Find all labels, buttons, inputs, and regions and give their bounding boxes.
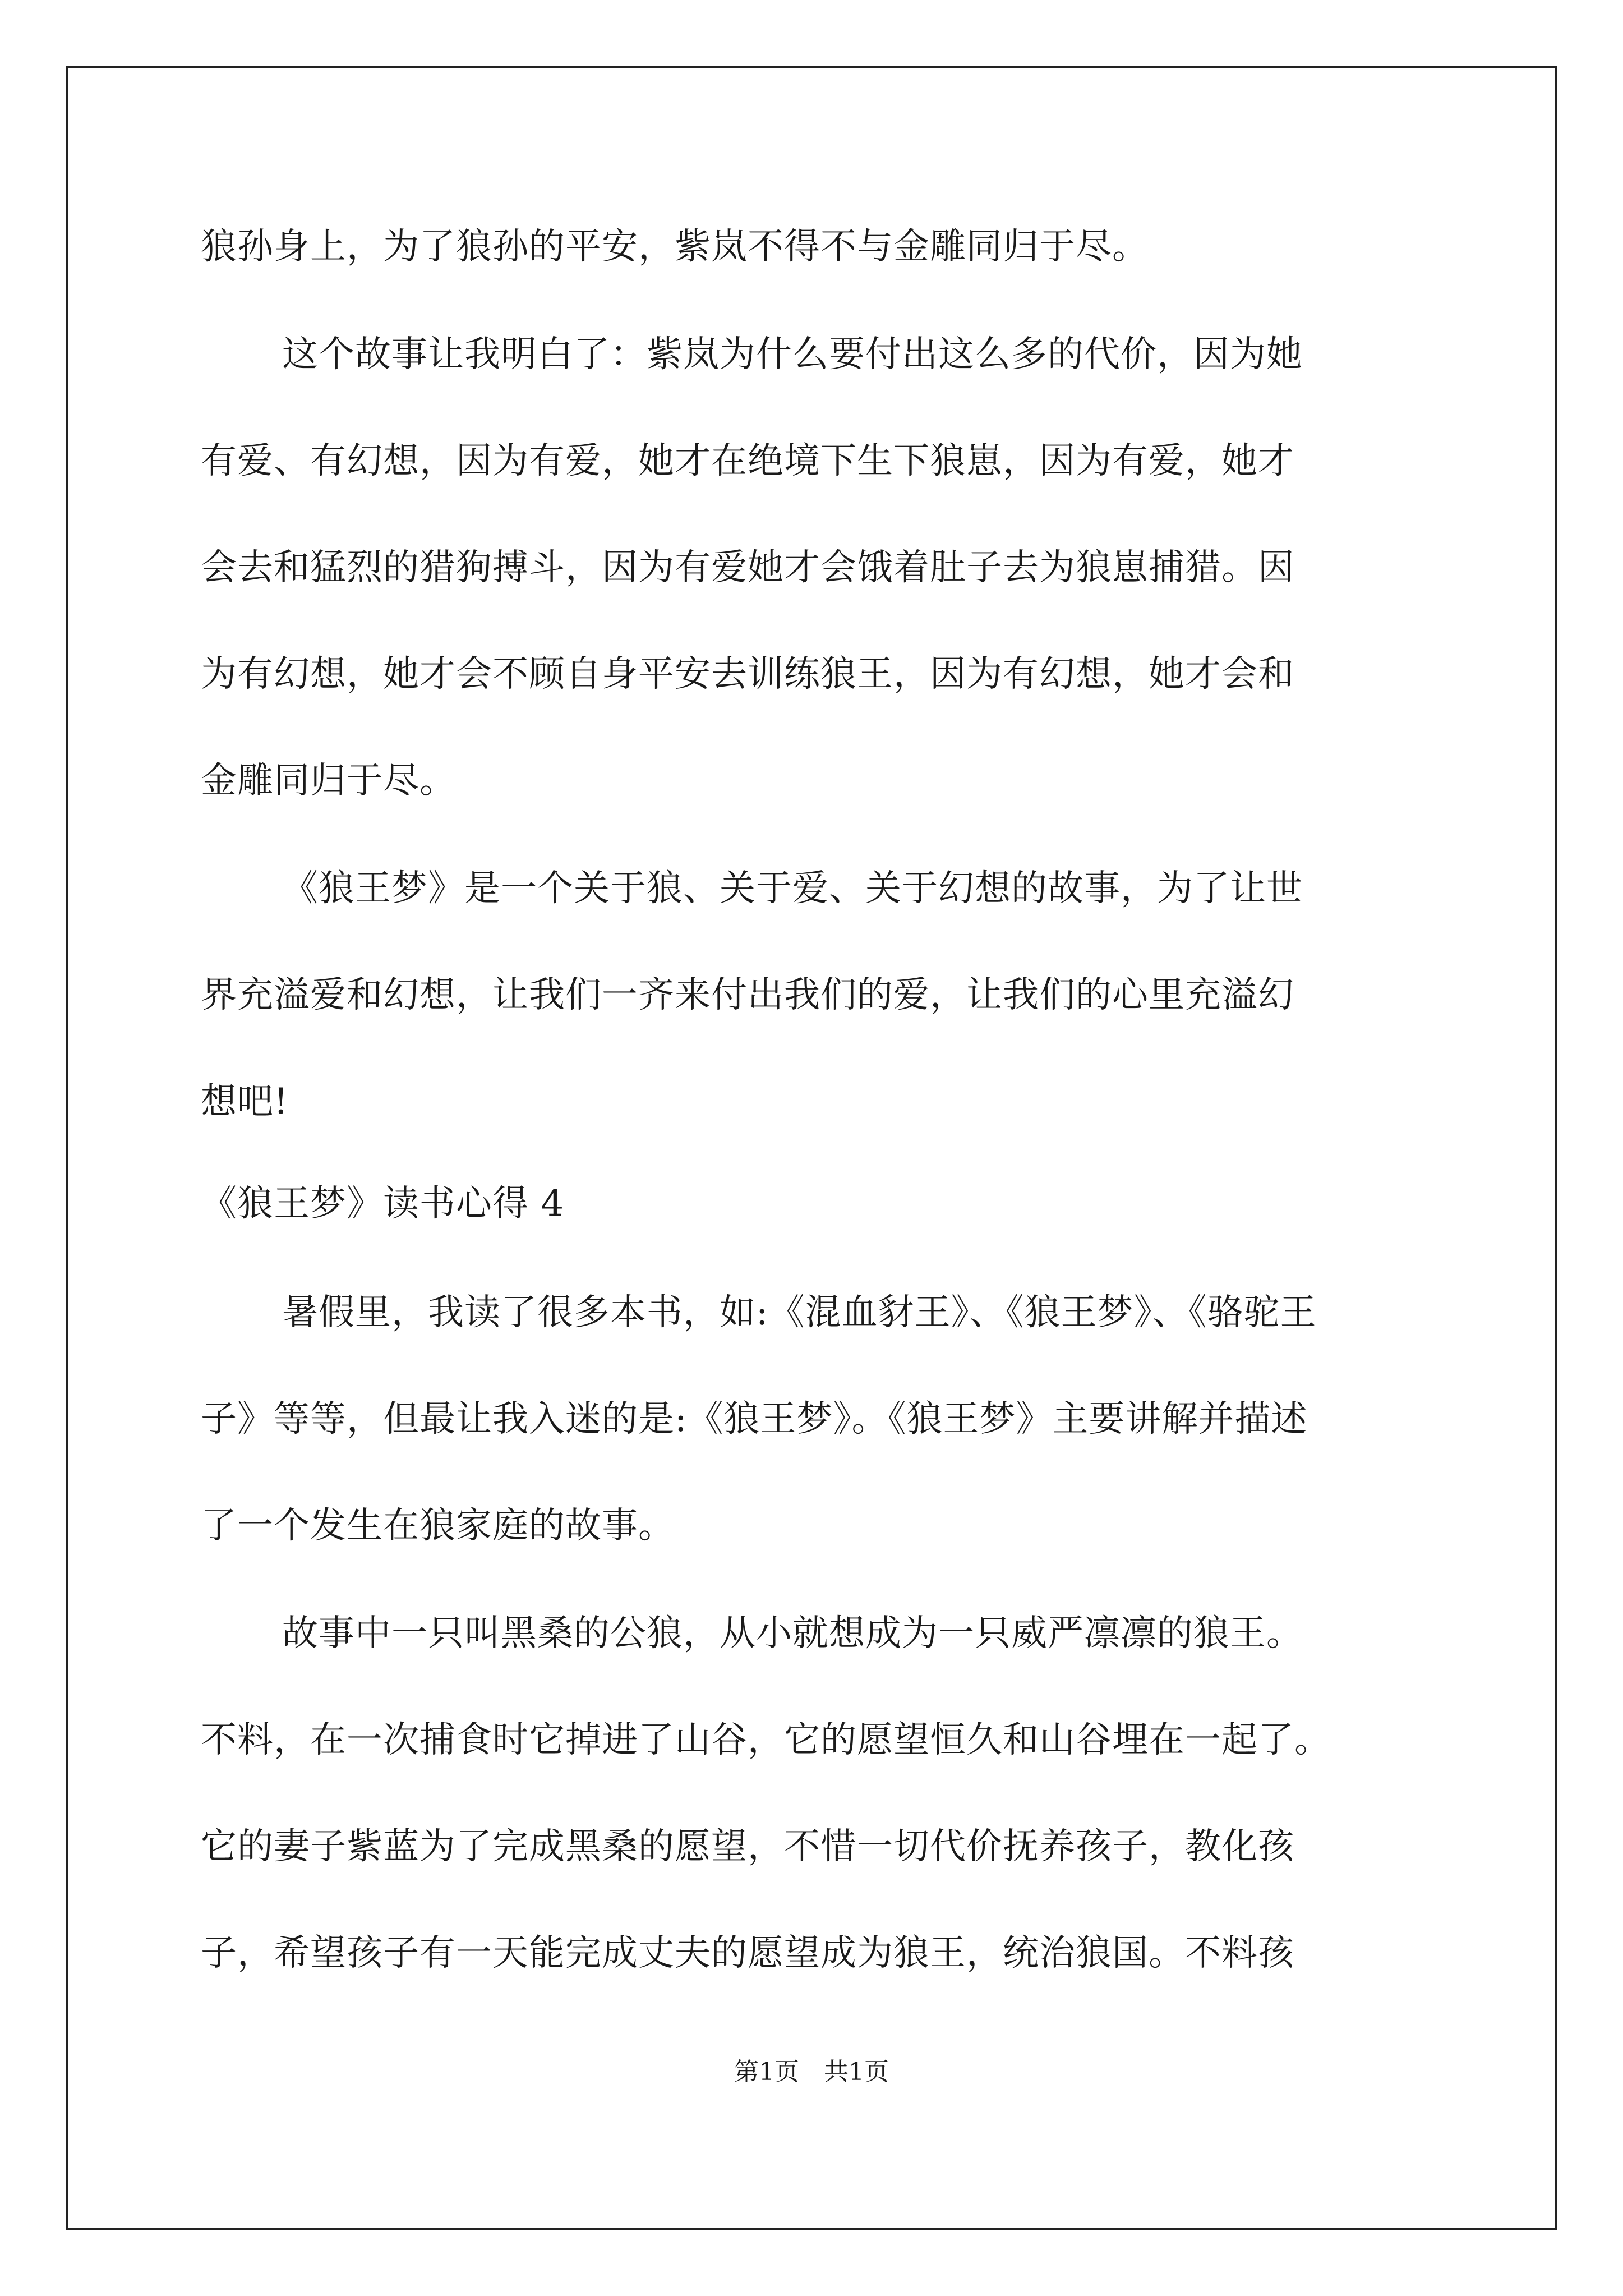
text-line: 会去和猛烈的猎狗搏斗，因为有爱她才会饿着肚子去为狼崽捕猎。因: [201, 547, 1294, 588]
page-border: [66, 66, 1557, 2230]
text-line: 为有幻想，她才会不顾自身平安去训练狼王，因为有幻想，她才会和: [201, 654, 1294, 695]
text-line: 狼孙身上，为了狼孙的平安，紫岚不得不与金雕同归于尽。: [201, 226, 1149, 268]
text-line: 界充溢爱和幻想，让我们一齐来付出我们的爱，让我们的心里充溢幻: [201, 974, 1294, 1016]
text-line: 故事中一只叫黑桑的公狼，从小就想成为一只威严凛凛的狼王。: [282, 1613, 1303, 1654]
text-line: 《狼王梦》是一个关于狼、关于爱、关于幻想的故事，为了让世: [282, 868, 1303, 909]
text-line: 它的妻子紫蓝为了完成黑桑的愿望，不惜一切代价抚养孩子，教化孩: [201, 1826, 1294, 1867]
text-line: 不料，在一次捕食时它掉进了山谷，它的愿望恒久和山谷埋在一起了。: [201, 1719, 1331, 1761]
section-heading: 《狼王梦》读书心得 4: [201, 1183, 565, 1225]
page-number-footer: 第1页 共1页: [734, 2058, 889, 2086]
text-line: 子》等等，但最让我入迷的是:《狼王梦》。《狼王梦》主要讲解并描述: [201, 1398, 1308, 1440]
text-line: 有爱、有幻想，因为有爱，她才在绝境下生下狼崽，因为有爱，她才: [201, 440, 1294, 482]
text-line: 了一个发生在狼家庭的故事。: [201, 1505, 675, 1547]
text-line: 暑假里，我读了很多本书，如:《混血豺王》、《狼王梦》、《骆驼王: [282, 1292, 1317, 1333]
text-line: 金雕同归于尽。: [201, 760, 456, 802]
text-line: 子，希望孩子有一天能完成丈夫的愿望成为狼王，统治狼国。不料孩: [201, 1932, 1294, 1974]
text-line: 想吧!: [201, 1081, 289, 1122]
text-line: 这个故事让我明白了：紫岚为什么要付出这么多的代价，因为她: [282, 334, 1303, 375]
